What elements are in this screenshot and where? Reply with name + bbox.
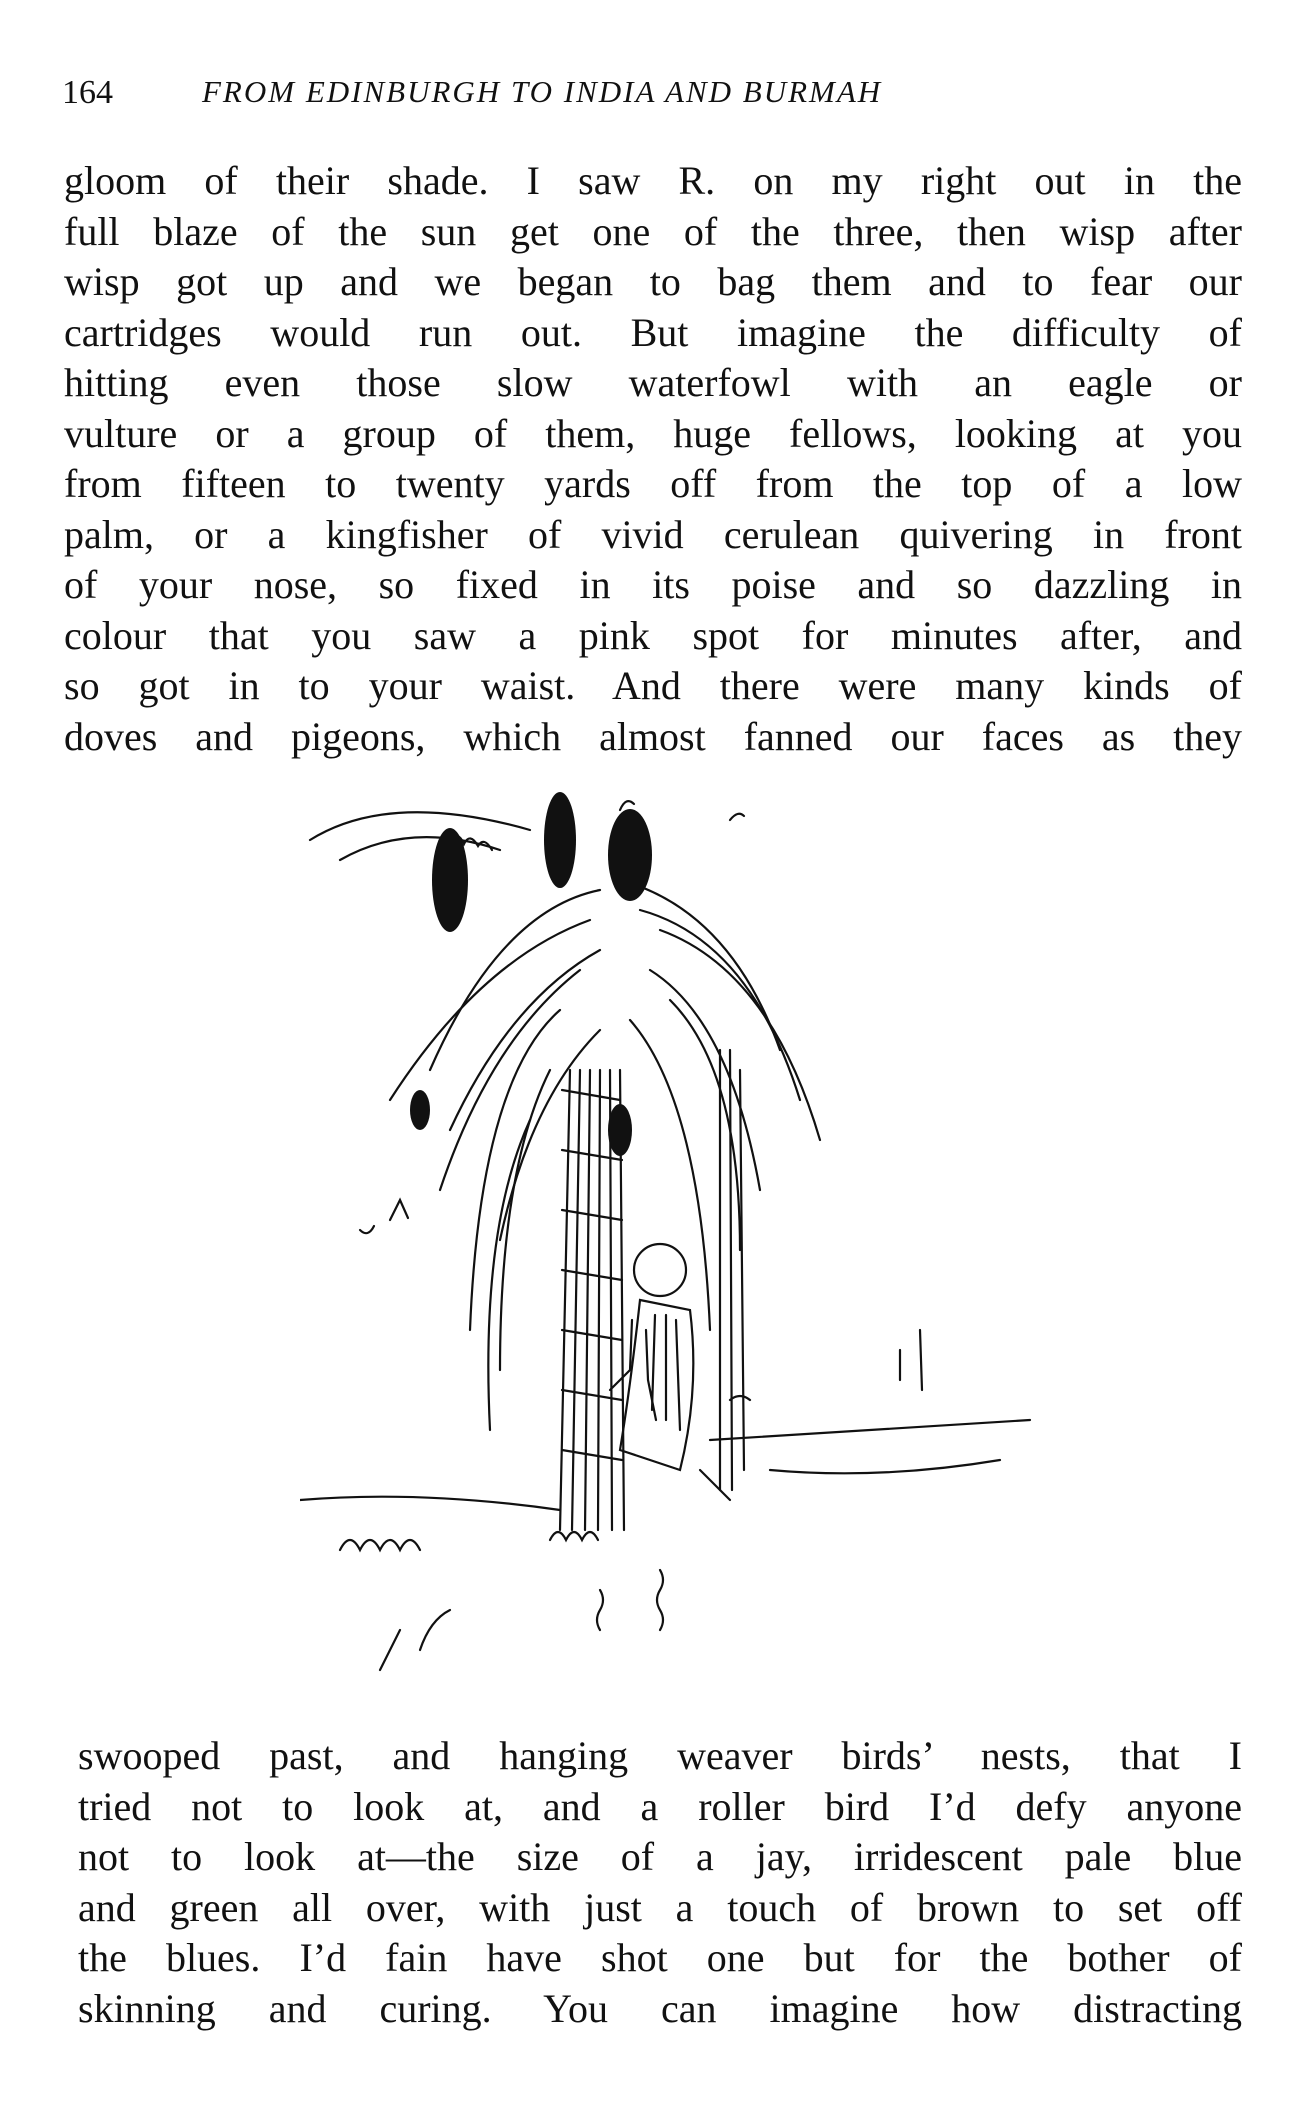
text-line: swooped past, and hanging weaver birds’ nests, that I (78, 1733, 1242, 1778)
page-number: 164 (62, 74, 113, 111)
text-line: so got in to your waist. And there were many kinds of (64, 663, 1242, 708)
text-line: skinning and curing. You can imagine how distracting (78, 1985, 1242, 2031)
text-line: the blues. I’d fain have shot one but for the bother of (78, 1935, 1242, 1980)
text-line: palm, or a kingfisher of vivid cerulean quivering in front (64, 511, 1242, 557)
text-line: of your nose, so fixed in its poise and so dazzling in (64, 562, 1242, 607)
top-paragraph (64, 156, 1242, 762)
text-line: tried not to look at, and a roller bird I’d defy anyone (78, 1783, 1242, 1829)
running-title: FROM EDINBURGH TO INDIA AND BURMAH (202, 74, 883, 109)
text-line: not to look at—the size of a jay, irridescent pale blue (78, 1834, 1242, 1879)
text-line: cartridges would run out. But imagine the difficulty of (64, 309, 1242, 355)
page-header (62, 74, 1242, 124)
text-line: from fifteen to twenty yards off from the top of a low (64, 461, 1242, 506)
text-line: wisp got up and we began to bag them and to fear our (64, 259, 1242, 304)
text-line: gloom of their shade. I saw R. on my right out in the (64, 158, 1242, 203)
text-line: full blaze of the sun get one of the three, then wisp after (64, 208, 1242, 254)
text-line: doves and pigeons, which almost fanned our faces as they (64, 713, 1242, 759)
palm-tree-sketch (300, 770, 1060, 1730)
bottom-paragraph (78, 1731, 1242, 2034)
text-line: and green all over, with just a touch of brown to set off (78, 1884, 1242, 1930)
text-line: vulture or a group of them, huge fellows, looking at you (64, 410, 1242, 456)
text-line: hitting even those slow waterfowl with an eagle or (64, 360, 1242, 405)
text-line: colour that you saw a pink spot for minutes after, and (64, 612, 1242, 658)
